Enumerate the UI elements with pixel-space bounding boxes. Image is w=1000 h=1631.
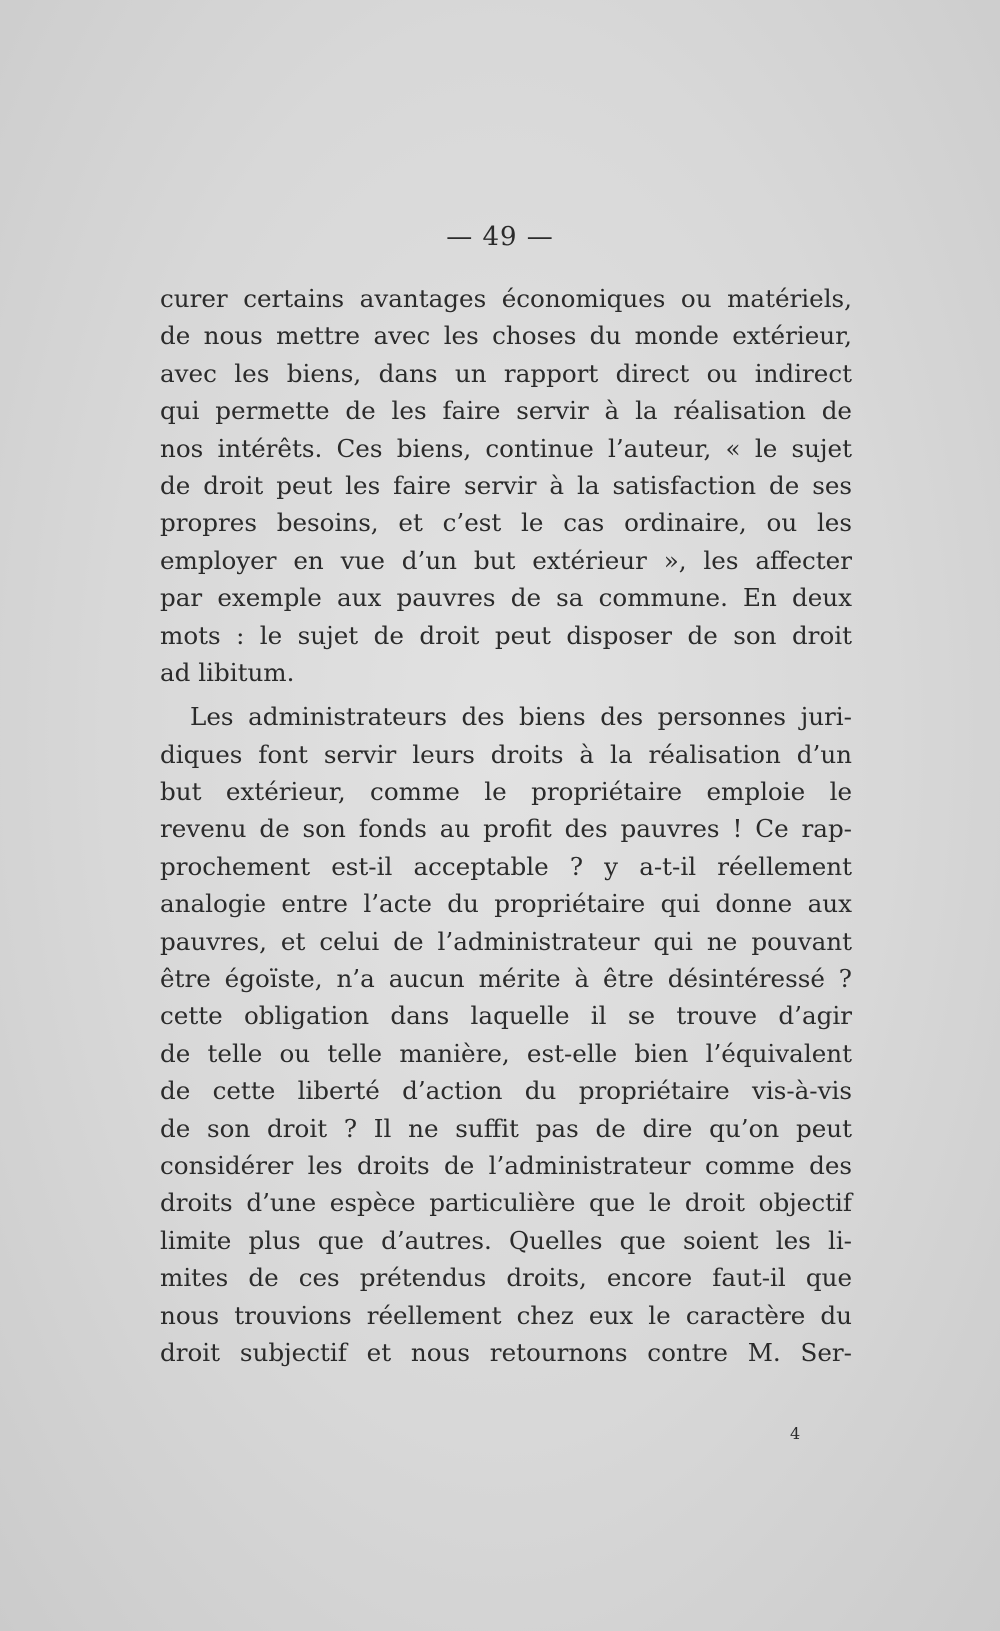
paragraph-2 xyxy=(160,698,852,1371)
text-line: qui permette de les faire servir à la réalisation de xyxy=(160,396,852,426)
text-line: de son droit ? Il ne suffit pas de dire qu’on peut xyxy=(160,1113,852,1143)
text-line: Les administrateurs des biens des personnes juri- xyxy=(190,702,852,732)
text-line: analogie entre l’acte du propriétaire qui donne aux xyxy=(160,889,852,919)
text-line: avec les biens, dans un rapport direct ou indirect xyxy=(160,358,852,388)
text-line: propres besoins, et c’est le cas ordinaire, ou les xyxy=(160,508,852,538)
text-line: être égoïste, n’a aucun mérite à être désintéressé ? xyxy=(160,964,852,994)
text-line: curer certains avantages économiques ou matériels, xyxy=(160,284,852,313)
text-line: mites de ces prétendus droits, encore faut-il que xyxy=(160,1263,852,1293)
page-number: — 49 — xyxy=(446,222,554,252)
text-line: diques font servir leurs droits à la réalisation d’un xyxy=(160,739,852,769)
text-line: employer en vue d’un but extérieur », les affecter xyxy=(160,545,852,575)
text-line: de droit peut les faire servir à la satisfaction de ses xyxy=(160,470,852,500)
text-line: but extérieur, comme le propriétaire emploie le xyxy=(160,777,852,807)
text-line: ad libitum. xyxy=(160,657,295,687)
text-line: de telle ou telle manière, est-elle bien l’équivalent xyxy=(160,1038,852,1068)
text-line: droit subjectif et nous retournons contre M. Ser- xyxy=(160,1337,852,1367)
text-line: nos intérêts. Ces biens, continue l’auteur, « le sujet xyxy=(160,433,852,463)
text-line: considérer les droits de l’administrateur comme des xyxy=(160,1150,852,1180)
text-line: de nous mettre avec les choses du monde extérieur, xyxy=(160,321,852,351)
text-line: cette obligation dans laquelle il se trouve d’agir xyxy=(160,1001,852,1031)
paragraph-gap xyxy=(160,691,852,698)
text-line: limite plus que d’autres. Quelles que soient les li- xyxy=(160,1225,852,1255)
body-text xyxy=(160,280,852,1371)
text-line: droits d’une espèce particulière que le droit objectif xyxy=(160,1188,852,1218)
signature-mark: 4 xyxy=(790,1424,801,1443)
text-line: pauvres, et celui de l’administrateur qui ne pouvant xyxy=(160,926,852,956)
text-line: nous trouvions réellement chez eux le caractère du xyxy=(160,1300,852,1330)
text-line: prochement est-il acceptable ? y a-t-il réellement xyxy=(160,851,852,881)
text-line: revenu de son fonds au profit des pauvres ! Ce rap- xyxy=(160,814,852,844)
paragraph-1 xyxy=(160,280,852,691)
text-line: par exemple aux pauvres de sa commune. En deux xyxy=(160,583,852,613)
text-line: mots : le sujet de droit peut disposer de son droit xyxy=(160,620,852,650)
text-line: de cette liberté d’action du propriétaire vis-à-vis xyxy=(160,1076,852,1106)
